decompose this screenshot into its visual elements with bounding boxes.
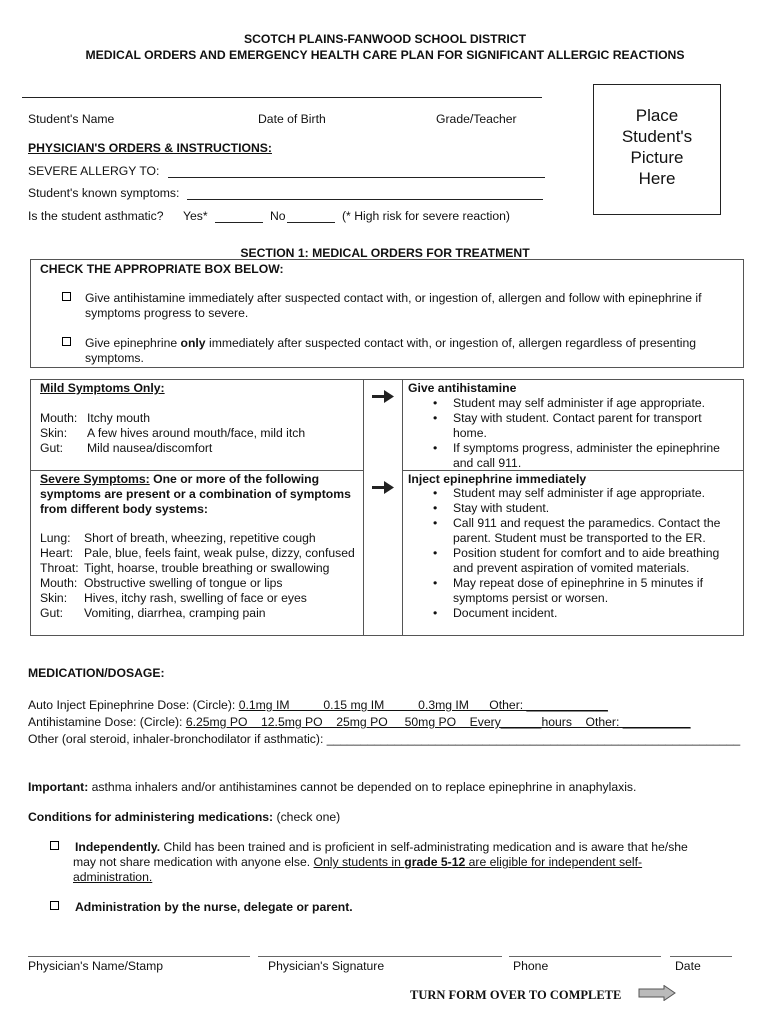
independent-text-3: administration. — [73, 870, 153, 884]
severe-symptom-body-part: Throat: — [40, 561, 79, 575]
asthmatic-yes-label: Yes* — [183, 209, 208, 223]
action-item: • Student may self administer if age appropriate. — [407, 396, 737, 411]
signature-field[interactable] — [258, 956, 502, 957]
severe-symptom-body-part: Mouth: — [40, 576, 78, 590]
important-label: Important: — [28, 780, 89, 794]
mild-symptom-row — [40, 426, 305, 441]
mild-symptom-body-part: Gut: — [40, 441, 64, 455]
conditions-heading — [28, 810, 340, 824]
epinephrine-dose-label: Auto Inject Epinephrine Dose: (Circle): — [28, 698, 236, 712]
conditions-text: (check one) — [273, 810, 341, 824]
independent-eligibility-2: are eligible for independent self- — [465, 855, 643, 869]
independent-option-row — [50, 840, 688, 854]
phone-field[interactable] — [509, 956, 661, 957]
mild-symptom-body-part: Mouth: — [40, 411, 78, 425]
option-epinephrine-text-rest: immediately after suspected contact with, or ingestion of, allergen regardless of presenting — [205, 336, 697, 350]
check-box-heading: CHECK THE APPROPRIATE BOX BELOW: — [40, 262, 284, 276]
action-item: • May repeat dose of epinephrine in 5 minutes if symptoms persist or worsen. — [407, 576, 737, 606]
antihistamine-dose-label: Antihistamine Dose: (Circle): — [28, 715, 183, 729]
student-name-label: Student's Name — [28, 112, 115, 126]
name-stamp-field[interactable] — [28, 956, 250, 957]
option-epinephrine-row — [62, 336, 696, 350]
severe-symptom-list — [40, 531, 360, 621]
severe-symptom-description: Short of breath, wheezing, repetitive cough — [84, 531, 316, 545]
severe-heading-underlined: Severe Symptoms: — [40, 472, 150, 486]
asthmatic-yes-field[interactable] — [215, 222, 263, 223]
known-symptoms-label: Student's known symptoms: — [28, 186, 180, 200]
table-row-divider-left — [30, 470, 364, 471]
nurse-checkbox[interactable] — [50, 901, 59, 910]
independent-label: Independently. — [75, 840, 161, 854]
action-item: • Position student for comfort and to aide breathing and prevent aspiration of vomited materials. — [407, 546, 737, 576]
epinephrine-dose-row — [28, 698, 608, 712]
severe-symptoms-heading — [40, 472, 352, 517]
important-note — [28, 780, 636, 794]
asthmatic-no-field[interactable] — [287, 222, 335, 223]
severe-symptom-body-part: Heart: — [40, 546, 74, 560]
medication-heading: MEDICATION/DOSAGE: — [28, 666, 165, 680]
section1-title: SECTION 1: MEDICAL ORDERS FOR TREATMENT — [240, 246, 530, 260]
table-divider-2 — [402, 379, 403, 635]
severe-heading-text: One or more of the following symptoms are present or a combination of symptoms from different body systems: — [40, 472, 351, 516]
independent-text-2 — [73, 855, 642, 869]
severe-symptom-description: Vomiting, diarrhea, cramping pain — [84, 606, 266, 620]
picture-placeholder-text: Place Student's Picture Here — [621, 106, 693, 188]
name-stamp-label: Physician's Name/Stamp — [28, 959, 164, 973]
important-text: asthma inhalers and/or antihistamines cannot be depended on to replace epinephrine in anaphylaxis. — [88, 780, 637, 794]
mild-symptom-row — [40, 411, 305, 426]
action-item: • Document incident. — [407, 606, 737, 621]
independent-eligibility-1: Only students in — [313, 855, 405, 869]
mild-symptom-body-part: Skin: — [40, 426, 68, 440]
severe-symptom-body-part: Gut: — [40, 606, 64, 620]
independent-text-line2: may not share medication with anyone else. — [73, 855, 314, 869]
mild-action-title: Give antihistamine — [408, 381, 517, 395]
mild-action-list — [407, 396, 737, 471]
conditions-label: Conditions for administering medications: — [28, 810, 274, 824]
severe-symptom-row — [40, 606, 360, 621]
mild-symptom-description: A few hives around mouth/face, mild itch — [87, 426, 306, 440]
independent-checkbox[interactable] — [50, 841, 59, 850]
mild-symptom-description: Mild nausea/discomfort — [87, 441, 213, 455]
severe-symptom-row — [40, 561, 360, 576]
option-antihistamine-row — [62, 291, 701, 305]
turn-over-arrow-icon — [638, 985, 676, 1001]
severe-symptom-description: Obstructive swelling of tongue or lips — [84, 576, 283, 590]
student-picture-box[interactable] — [593, 84, 721, 215]
option-epinephrine-only: only — [180, 336, 206, 350]
severe-arrow-icon — [371, 480, 395, 496]
mild-symptom-row — [40, 441, 305, 456]
severe-allergy-field[interactable] — [168, 177, 545, 178]
severe-symptom-description: Pale, blue, feels faint, weak pulse, dizzy, confused — [84, 546, 355, 560]
mild-arrow-icon — [371, 389, 395, 405]
student-info-line — [22, 97, 542, 98]
known-symptoms-field[interactable] — [187, 199, 543, 200]
nurse-label: Administration by the nurse, delegate or parent. — [75, 900, 353, 914]
mild-symptoms-heading: Mild Symptoms Only: — [40, 381, 165, 395]
action-item: • If symptoms progress, administer the epinephrine and call 911. — [407, 441, 737, 471]
table-divider-1 — [363, 379, 364, 635]
option-antihistamine-checkbox[interactable] — [62, 292, 71, 301]
action-item: • Student may self administer if age appropriate. — [407, 486, 737, 501]
severe-symptom-body-part: Skin: — [40, 591, 68, 605]
antihistamine-dose-options[interactable]: 6.25mg PO 12.5mg PO 25mg PO 50mg PO Every______hours Other: __________ — [185, 715, 691, 729]
date-label: Date — [675, 959, 701, 973]
asthmatic-question: Is the student asthmatic? — [28, 209, 164, 223]
nurse-option-row — [50, 900, 353, 914]
district-name: SCOTCH PLAINS-FANWOOD SCHOOL DISTRICT — [243, 32, 527, 46]
form-title: MEDICAL ORDERS AND EMERGENCY HEALTH CARE PLAN FOR SIGNIFICANT ALLERGIC REACTIONS — [85, 48, 685, 62]
turn-over-text: TURN FORM OVER TO COMPLETE — [410, 988, 622, 1002]
option-epinephrine-text-2: symptoms. — [85, 351, 144, 365]
option-epinephrine-checkbox[interactable] — [62, 337, 71, 346]
severe-symptom-row — [40, 576, 360, 591]
action-item: • Stay with student. Contact parent for transport home. — [407, 411, 737, 441]
action-item: • Call 911 and request the paramedics. Contact the parent. Student must be transported to the ER. — [407, 516, 737, 546]
severe-symptom-row — [40, 531, 360, 546]
severe-symptom-description: Tight, hoarse, trouble breathing or swallowing — [84, 561, 330, 575]
severe-symptom-body-part: Lung: — [40, 531, 71, 545]
action-item: • Stay with student. — [407, 501, 737, 516]
independent-grade: grade 5-12 — [404, 855, 466, 869]
mild-symptom-description: Itchy mouth — [87, 411, 150, 425]
signature-label: Physician's Signature — [268, 959, 385, 973]
grade-teacher-label: Grade/Teacher — [436, 112, 517, 126]
option-epinephrine-text: Give epinephrine — [85, 336, 181, 350]
high-risk-note: (* High risk for severe reaction) — [342, 209, 510, 223]
severe-allergy-label: SEVERE ALLERGY TO: — [28, 164, 160, 178]
phone-label: Phone — [513, 959, 549, 973]
asthmatic-no-label: No — [270, 209, 286, 223]
option-antihistamine-text: Give antihistamine immediately after suspected contact with, or ingestion of, allergen and follow with epinephrine if — [85, 291, 702, 305]
severe-symptom-description: Hives, itchy rash, swelling of face or eyes — [84, 591, 307, 605]
antihistamine-dose-row — [28, 715, 691, 729]
severe-symptom-row — [40, 546, 360, 561]
option-antihistamine-text-2: symptoms progress to severe. — [85, 306, 249, 320]
physician-orders-heading: PHYSICIAN'S ORDERS & INSTRUCTIONS: — [28, 141, 272, 155]
severe-symptom-row — [40, 591, 360, 606]
mild-symptom-list — [40, 411, 305, 456]
dob-label: Date of Birth — [258, 112, 326, 126]
independent-text: Child has been trained and is proficient in self-administrating medication and is aware that he/she — [160, 840, 688, 854]
severe-action-title: Inject epinephrine immediately — [408, 472, 587, 486]
severe-action-list — [407, 486, 737, 621]
epinephrine-dose-options[interactable]: 0.1mg IM 0.15 mg IM 0.3mg IM Other: ____________ — [238, 698, 608, 712]
other-medication-row[interactable]: Other (oral steroid, inhaler-bronchodilator if asthmatic): _____________________________________________________________ — [28, 732, 741, 746]
date-field[interactable] — [670, 956, 732, 957]
